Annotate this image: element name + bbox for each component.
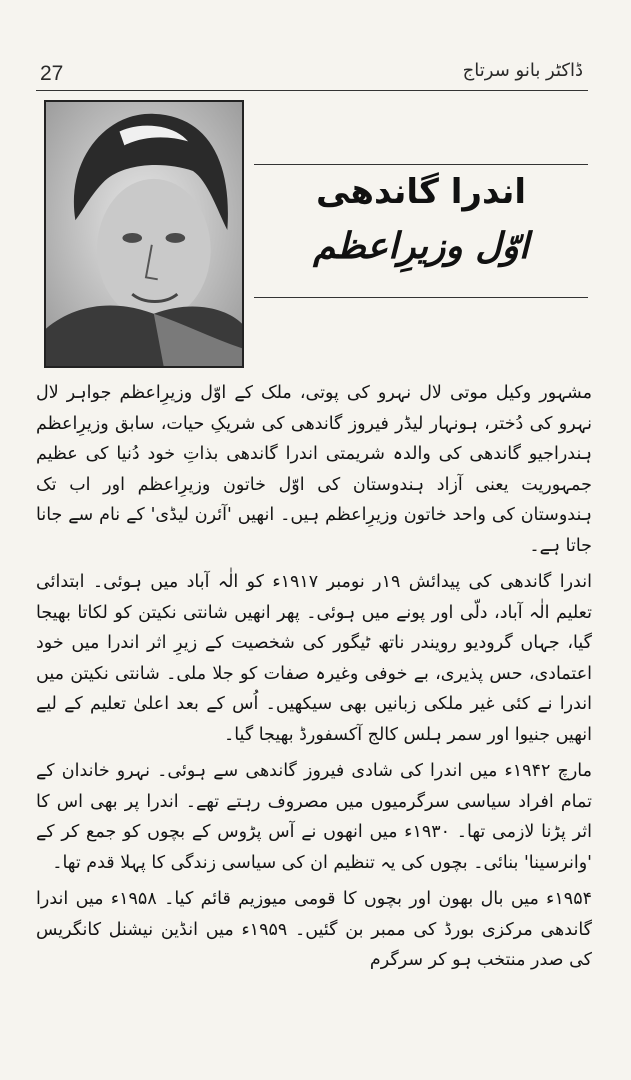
header-rule (36, 90, 588, 91)
portrait-photo (44, 100, 244, 368)
paragraph-2: اندرا گاندھی کی پیدائش ۱۹ر نومبر ۱۹۱۷ء کو الٰہ آباد میں ہوئی۔ ابتدائی تعلیم الٰہ آباد، دلّی اور پونے میں ہوئی۔ پھر انھیں شانتی نکیتن کو لکاتا بھیجا گیا، جہاں گرودیو رویندر ناتھ ٹیگور کی شخصیت کے زیرِ اثر اندرا میں خود اعتمادی، حس پذیری، بے خوفی وغیرہ صفات کو جلا ملی۔ شانتی نکیتن میں اندرا نے کئی غیر ملکی زبانیں بھی سیکھیں۔ اُس کے بعد اعلیٰ تعلیم کے لیے انھیں جنیوا اور سمر ہلس کالج آکسفورڈ بھیجا گیا۔ (36, 572, 592, 745)
title-bottom-rule (254, 297, 588, 298)
running-head-author: ڈاکٹر بانو سرتاج (462, 60, 583, 81)
paragraph-3: مارچ ۱۹۴۲ء میں اندرا کی شادی فیروز گاندھی سے ہوئی۔ نہرو خاندان کے تمام افراد سیاسی سرگرمیوں میں مصروف رہتے تھے۔ اندرا پر بھی اس کا اثر پڑنا لازمی تھا۔ ۱۹۳۰ء میں انھوں نے آس پڑوس کے بچوں کو جمع کر کے 'وانرسینا' بنائی۔ بچوں کی یہ تنظیم ان کی سیاسی زندگی کا پہلا قدم تھا۔ (36, 761, 592, 873)
paragraph-1: مشہور وکیل موتی لال نہرو کی پوتی، ملک کے اوّل وزیرِاعظم جواہر لال نہرو کی دُختر، ہونہار لیڈر فیروز گاندھی کی شریکِ حیات، سابق وزیرِاعظم ہندراجیو گاندھی کی والدہ شریمتی اندرا گاندھی بذاتِ خود دُنیا کی عظیم جمہوریت یعنی آزاد ہندوستان کی اوّل خاتون وزیرِاعظم اور اب تک ہندوستان کی واحد خاتون وزیرِاعظم ہیں۔ انھیں 'آئرن لیڈی' کے نام سے جانا جاتا ہے۔ (36, 383, 592, 556)
page-number: 27 (40, 62, 64, 85)
title-top-rule (254, 164, 588, 165)
paragraph-4: ۱۹۵۴ء میں بال بھون اور بچوں کا قومی میوزیم قائم کیا۔ ۱۹۵۸ء میں اندرا گاندھی مرکزی بورڈ کی ممبر بن گئیں۔ ۱۹۵۹ء میں انڈین نیشنل کانگریس کی صدر منتخب ہو کر سرگرم (36, 889, 592, 970)
article-title: اندرا گاندھی (315, 172, 527, 212)
article-subtitle: اوّل وزیرِاعظم (313, 226, 529, 267)
article-body (36, 378, 592, 982)
portrait-photo-icon (46, 102, 242, 366)
